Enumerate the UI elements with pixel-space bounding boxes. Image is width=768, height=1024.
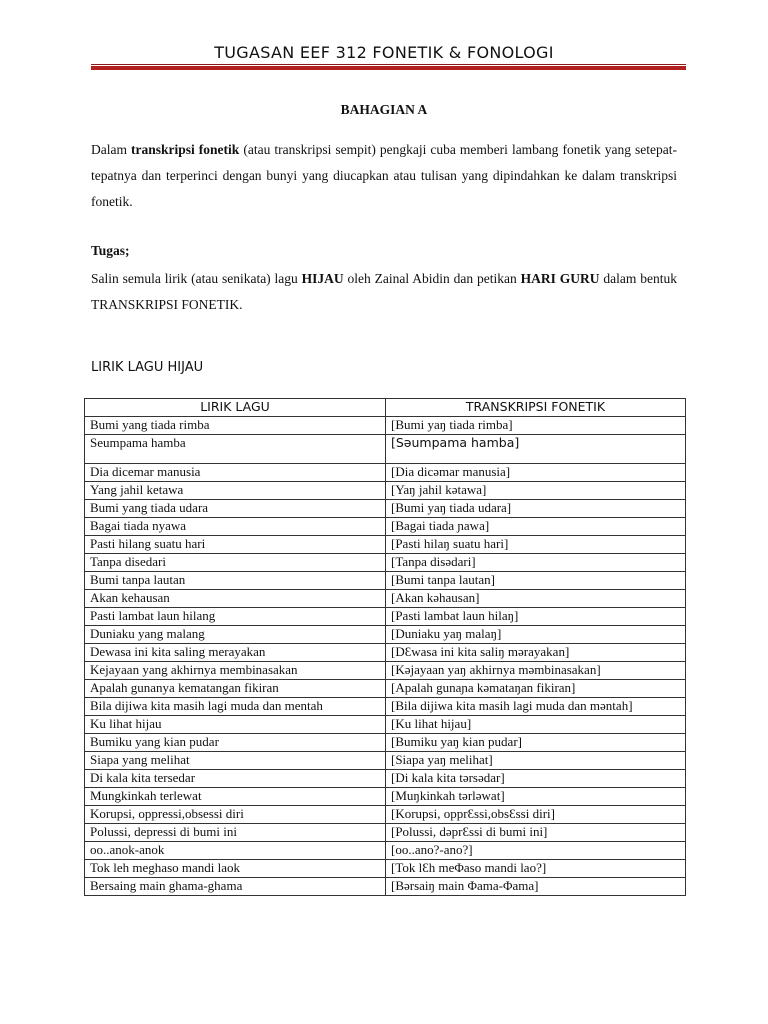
lyric-cell: Seumpama hamba (85, 435, 386, 464)
lyric-cell: Bumi yang tiada udara (85, 500, 386, 518)
phonetic-cell: [Muŋkinkah tǝrlǝwat] (386, 788, 686, 806)
table-row (85, 464, 686, 482)
lyric-cell: Pasti hilang suatu hari (85, 536, 386, 554)
lyric-cell: Tok leh meghaso mandi laok (85, 860, 386, 878)
phonetic-cell: [Kǝjayaan yaŋ akhirnya mǝmbinasakan] (386, 662, 686, 680)
table-row (85, 417, 686, 435)
table-row (85, 752, 686, 770)
lyric-cell: Dewasa ini kita saling merayakan (85, 644, 386, 662)
lyric-cell: Bagai tiada nyawa (85, 518, 386, 536)
phonetic-cell: [Sǝumpama hamba] (386, 435, 686, 464)
table-row (85, 644, 686, 662)
table-row (85, 554, 686, 572)
phonetic-cell: [Siapa yaŋ melihat] (386, 752, 686, 770)
header-title: TUGASAN EEF 312 FONETIK & FONOLOGI (214, 43, 554, 62)
phonetic-cell: [Duniaku yaŋ malaŋ] (386, 626, 686, 644)
lyric-cell: Apalah gunanya kematangan fikiran (85, 680, 386, 698)
lyric-cell: Bumiku yang kian pudar (85, 734, 386, 752)
phonetic-cell: [Bila dijiwa kita masih lagi muda dan mǝntah] (386, 698, 686, 716)
phonetic-cell: [Tok lƐh meΦaso mandi lao?] (386, 860, 686, 878)
phonetic-cell: [Pasti hilaŋ suatu hari] (386, 536, 686, 554)
table-row (85, 824, 686, 842)
lyric-cell: Siapa yang melihat (85, 752, 386, 770)
table-row (85, 842, 686, 860)
header-lirik-lagu: LIRIK LAGU (85, 399, 386, 417)
phonetic-cell: [Bagai tiada ɲawa] (386, 518, 686, 536)
phonetic-cell: [Polussi, dǝprƐssi di bumi ini] (386, 824, 686, 842)
lyric-cell: Korupsi, oppressi,obsessi diri (85, 806, 386, 824)
lyric-cell: Bumi tanpa lautan (85, 572, 386, 590)
table-row (85, 788, 686, 806)
table-row (85, 518, 686, 536)
task-song-name: HIJAU (301, 271, 344, 286)
table-row (85, 536, 686, 554)
header-rule-thin (91, 64, 686, 65)
phonetic-cell: [Apalah gunaɲa kǝmataŋan fikiran] (386, 680, 686, 698)
lyric-cell: Yang jahil ketawa (85, 482, 386, 500)
table-row (85, 500, 686, 518)
phonetic-cell: [Ku lihat hijau] (386, 716, 686, 734)
table-row (85, 435, 686, 464)
phonetic-cell: [Bǝrsaiŋ main Φama-Φama] (386, 878, 686, 896)
phonetic-cell: [Korupsi, opprƐssi,obsƐssi diri] (386, 806, 686, 824)
phonetic-cell: [oo..ano?-ano?] (386, 842, 686, 860)
table-row (85, 698, 686, 716)
table-row (85, 878, 686, 896)
table-row (85, 716, 686, 734)
phonetic-cell: [Di kala kita tǝrsǝdar] (386, 770, 686, 788)
lyric-cell: Polussi, depressi di bumi ini (85, 824, 386, 842)
phonetic-cell: [Bumi tanpa lautan] (386, 572, 686, 590)
phonetic-cell: [Akan kǝhausan] (386, 590, 686, 608)
table-header-row (85, 399, 686, 417)
phonetic-cell: [DƐwasa ini kita saliŋ mǝrayakan] (386, 644, 686, 662)
table-row (85, 770, 686, 788)
table-row (85, 482, 686, 500)
task-label: Tugas; (91, 243, 130, 258)
lyric-cell: Akan kehausan (85, 590, 386, 608)
lyric-cell: Bumi yang tiada rimba (85, 417, 386, 435)
table-row (85, 572, 686, 590)
phonetic-cell: [Pasti lambat laun hilaŋ] (386, 608, 686, 626)
phonetic-cell: [Dia dicǝmar manusia] (386, 464, 686, 482)
lyric-cell: oo..anok-anok (85, 842, 386, 860)
lyrics-table (84, 398, 686, 896)
phonetic-cell: [Bumiku yaŋ kian pudar] (386, 734, 686, 752)
section-title: BAHAGIAN A (340, 102, 428, 117)
table-row (85, 860, 686, 878)
intro-paragraph: Dalam transkripsi fonetik (atau transkripsi sempit) pengkaji cuba memberi lambang fonetik yang setepat-tepatnya dan terperinci dengan bunyi yang diucapkan atau tulisan yang dipindahkan ke dalam transkripsi fonetik. (91, 142, 677, 209)
lyric-cell: Bersaing main ghama-ghama (85, 878, 386, 896)
lyrics-heading: LIRIK LAGU HIJAU (91, 360, 204, 375)
lyric-cell: Bila dijiwa kita masih lagi muda dan mentah (85, 698, 386, 716)
phonetic-cell: [Yaŋ jahil kǝtawa] (386, 482, 686, 500)
phonetic-cell: [Bumi yaŋ tiada udara] (386, 500, 686, 518)
lyric-cell: Dia dicemar manusia (85, 464, 386, 482)
lyric-cell: Pasti lambat laun hilang (85, 608, 386, 626)
table-row (85, 590, 686, 608)
lyric-cell: Mungkinkah terlewat (85, 788, 386, 806)
lyric-cell: Di kala kita tersedar (85, 770, 386, 788)
table-row (85, 626, 686, 644)
phonetic-cell: [Tanpa disǝdari] (386, 554, 686, 572)
header-transkripsi-fonetik: TRANSKRIPSI FONETIK (386, 399, 686, 417)
table-row (85, 734, 686, 752)
lyric-cell: Tanpa disedari (85, 554, 386, 572)
lyric-cell: Kejayaan yang akhirnya membinasakan (85, 662, 386, 680)
lyric-cell: Duniaku yang malang (85, 626, 386, 644)
phonetic-cell: [Bumi yaŋ tiada rimba] (386, 417, 686, 435)
table-row (85, 608, 686, 626)
task-paragraph: Salin semula lirik (atau senikata) lagu HIJAU oleh Zainal Abidin dan petikan HARI GURU dalam bentuk TRANSKRIPSI FONETIK. (91, 271, 677, 312)
header-rule-thick (91, 66, 686, 70)
table-row (85, 680, 686, 698)
task-excerpt-name: HARI GURU (520, 271, 600, 286)
table-row (85, 662, 686, 680)
intro-bold-term: transkripsi fonetik (131, 142, 240, 157)
table-row (85, 806, 686, 824)
lyric-cell: Ku lihat hijau (85, 716, 386, 734)
